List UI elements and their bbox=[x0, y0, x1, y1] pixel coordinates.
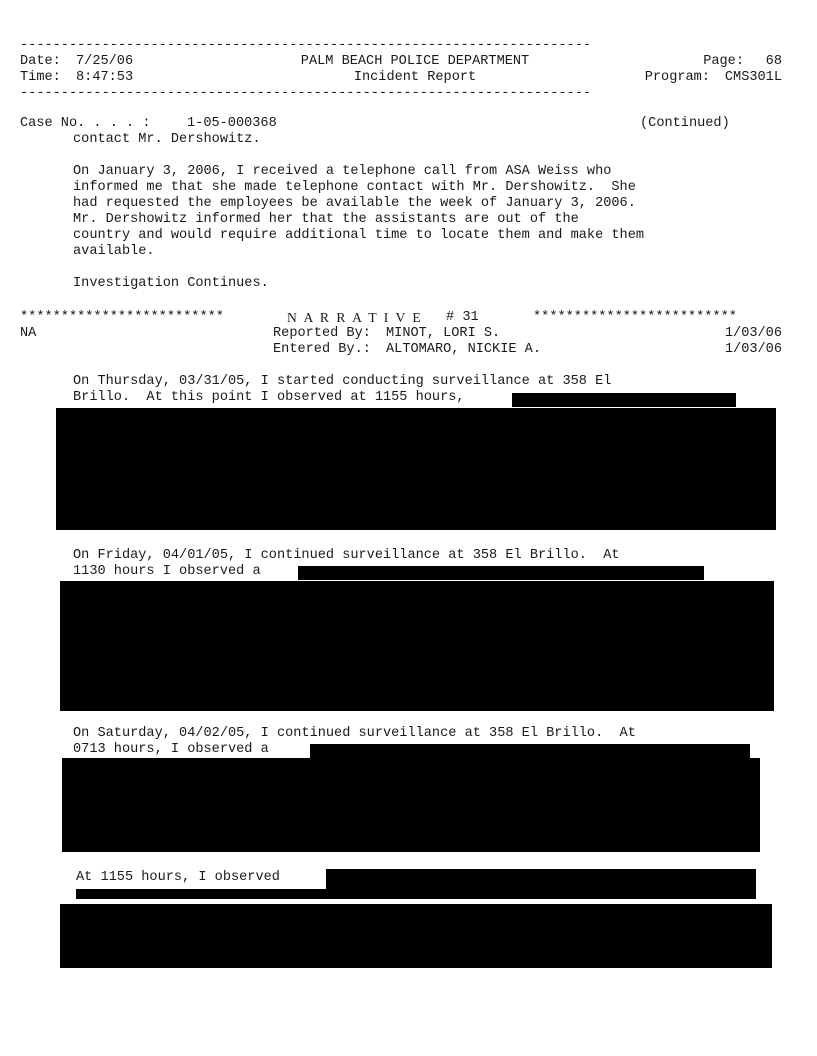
entered-date: 1/03/06 bbox=[724, 342, 782, 357]
reported-date: 1/03/06 bbox=[724, 326, 782, 341]
continued-line: available. bbox=[73, 244, 155, 259]
paragraph-line: On Saturday, 04/02/05, I continued surveillance at 358 El Brillo. At bbox=[73, 726, 636, 741]
continued-line: country and would require additional time to locate them and make them bbox=[73, 228, 645, 243]
redaction-block bbox=[62, 758, 760, 852]
report-title: Incident Report bbox=[353, 70, 477, 85]
reported-by-label: Reported By: bbox=[273, 326, 371, 341]
narrative-number: # 31 bbox=[446, 310, 479, 325]
reported-by-name: MINOT, LORI S. bbox=[386, 326, 501, 341]
continued-line: contact Mr. Dershowitz. bbox=[73, 132, 261, 147]
continued-line: informed me that she made telephone contact with Mr. Dershowitz. She bbox=[73, 180, 636, 195]
narrative-stars-left: ************************* bbox=[20, 310, 224, 325]
case-label: Case No. . . . : bbox=[20, 116, 151, 131]
entered-by-name: ALTOMARO, NICKIE A. bbox=[386, 342, 541, 357]
redaction-block bbox=[326, 869, 756, 899]
redaction-block bbox=[60, 904, 772, 968]
narrative-stars-right: ************************* bbox=[533, 310, 737, 325]
redaction-block bbox=[76, 889, 336, 899]
case-number: 1-05-000368 bbox=[187, 116, 277, 131]
header-rule-bottom: ---------------------------------------------------------------------- bbox=[20, 86, 592, 101]
redaction-block bbox=[60, 581, 774, 711]
time-label: Time: bbox=[20, 70, 61, 85]
paragraph-line: 1130 hours I observed a bbox=[73, 564, 261, 579]
redaction-block bbox=[298, 566, 704, 580]
redaction-block bbox=[512, 393, 736, 407]
paragraph-line: On Friday, 04/01/05, I continued surveillance at 358 El Brillo. At bbox=[73, 548, 620, 563]
continued-line: had requested the employees be available the week of January 3, 2006. bbox=[73, 196, 636, 211]
program-value: CMS301L bbox=[724, 70, 782, 85]
narrative-heading: N A R R A T I V E bbox=[287, 310, 423, 325]
date-label: Date: bbox=[20, 54, 61, 69]
date-value: 7/25/06 bbox=[76, 54, 134, 69]
case-status: (Continued) bbox=[640, 116, 730, 131]
page-label: Page: bbox=[703, 54, 744, 69]
continued-line: Investigation Continues. bbox=[73, 276, 269, 291]
narrative-code: NA bbox=[20, 326, 37, 341]
paragraph-line: At 1155 hours, I observed bbox=[76, 870, 280, 885]
continued-line: Mr. Dershowitz informed her that the assistants are out of the bbox=[73, 212, 579, 227]
redaction-block bbox=[310, 744, 750, 758]
redaction-block bbox=[56, 408, 776, 530]
paragraph-line: On Thursday, 03/31/05, I started conducting surveillance at 358 El bbox=[73, 374, 612, 389]
continued-line: On January 3, 2006, I received a telephone call from ASA Weiss who bbox=[73, 164, 612, 179]
paragraph-line: Brillo. At this point I observed at 1155 hours, bbox=[73, 390, 465, 405]
entered-by-label: Entered By.: bbox=[273, 342, 371, 357]
time-value: 8:47:53 bbox=[76, 70, 134, 85]
paragraph-line: 0713 hours, I observed a bbox=[73, 742, 269, 757]
program-label: Program: bbox=[644, 70, 710, 85]
header-rule-top: ---------------------------------------------------------------------- bbox=[20, 38, 592, 53]
page-number: 68 bbox=[765, 54, 782, 69]
department-name: PALM BEACH POLICE DEPARTMENT bbox=[300, 54, 530, 69]
